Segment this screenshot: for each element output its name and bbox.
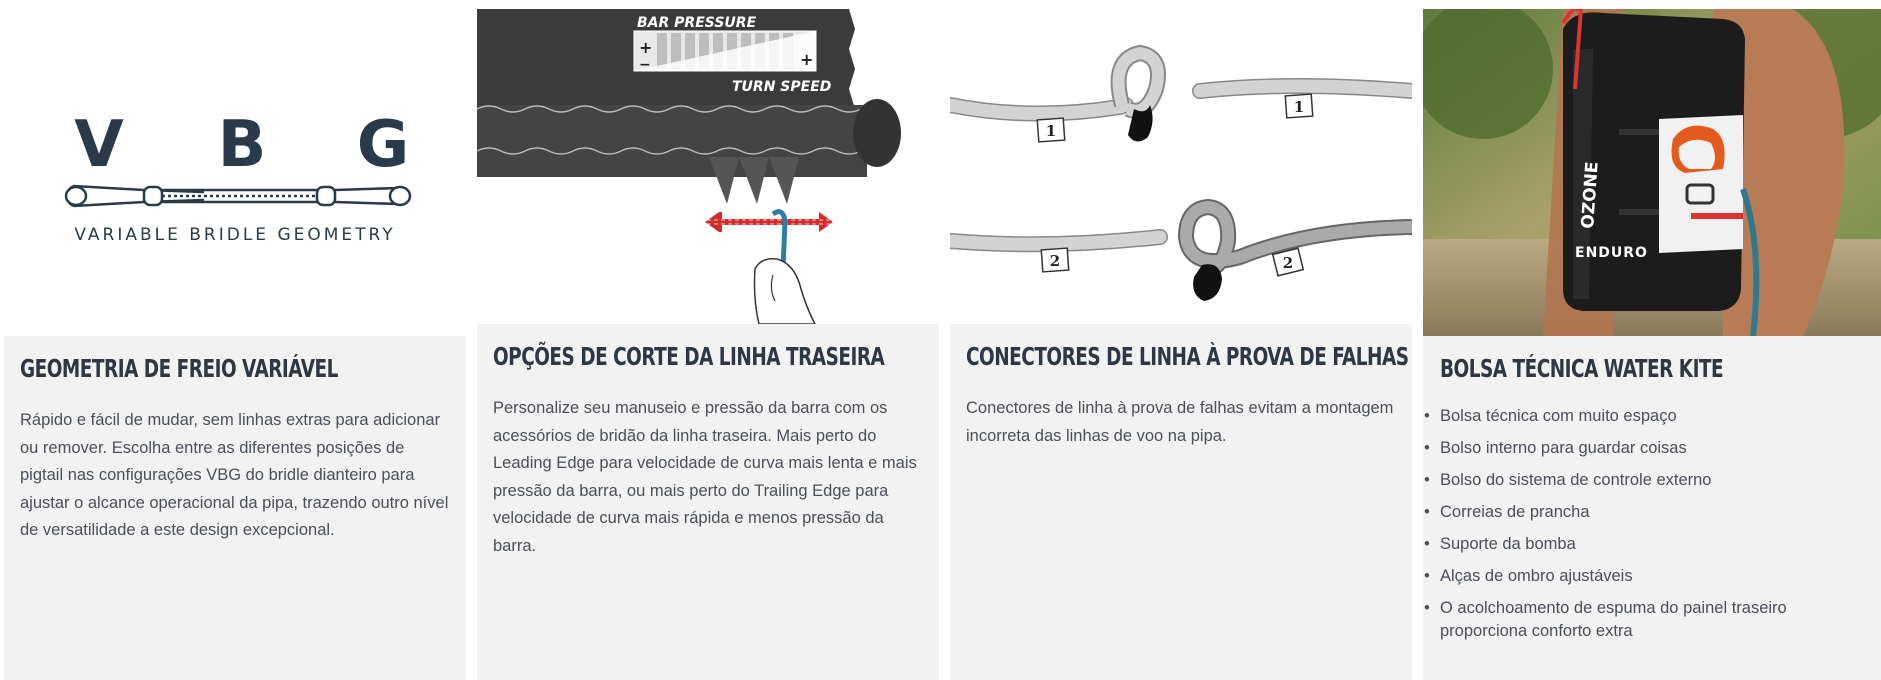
bridle-line-icon (66, 186, 410, 206)
bar-pressure-label: BAR PRESSURE (637, 15, 757, 31)
bag-photo (1423, 9, 1881, 336)
rear-trim-graphic (477, 9, 939, 324)
ozone-brand-label: OZONE (1578, 161, 1603, 230)
vbg-tagline: Variable Bridle Geometry (74, 225, 396, 245)
vbg-letter-v: V (74, 108, 124, 182)
vbg-logo (4, 0, 466, 336)
enduro-model-label: ENDURO (1575, 245, 1648, 261)
feature-card (1423, 336, 1881, 680)
line-end-icon (950, 237, 1160, 244)
feature-title: BOLSA TÉCNICA WATER KITE (1440, 354, 1724, 383)
feature-list (1440, 405, 1869, 643)
list-item: • Bolsa técnica com muito espaço (1440, 405, 1869, 428)
feature-card (477, 324, 939, 680)
vbg-letter-b: B (217, 108, 267, 182)
minus-icon: − (639, 57, 651, 73)
feature-title: CONECTORES DE LINHA À PROVA DE FALHAS (966, 342, 1409, 371)
list-item: • Correias de prancha (1440, 501, 1869, 524)
tag-2-label: 2 (1049, 252, 1061, 270)
list-item: • Alças de ombro ajustáveis (1440, 565, 1869, 588)
feature-description: Conectores de linha à prova de falhas evitam a montagem incorreta das linhas de voo na pipa. (966, 399, 1394, 445)
plus-icon: + (800, 50, 814, 69)
feature-description: Personalize seu manuseio e pressão da barra com os acessórios de bridão da linha traseira. Mais perto do Leading Edge para velocidade de curva mais lenta e mais pressão da barra, ou mais perto do Trailing Edge para velocidade de curva mais rápida e menos pressão da barra. (493, 399, 917, 555)
pigtail-icon (709, 157, 799, 204)
feature-title: GEOMETRIA DE FREIO VARIÁVEL (20, 354, 338, 383)
adjust-arrows-icon (705, 212, 833, 232)
plus-icon: + (639, 38, 653, 57)
list-item: • Bolso interno para guardar coisas (1440, 437, 1869, 460)
tag-2-label: 2 (1282, 254, 1294, 272)
hand-icon (755, 259, 816, 324)
list-item: • Suporte da bomba (1440, 533, 1869, 556)
rear-trim-diagram (477, 9, 939, 324)
bag-photo-graphic (1423, 9, 1881, 336)
tag-1-label: 1 (1045, 122, 1057, 140)
vbg-logo-graphic (4, 0, 466, 336)
connectors-graphic (950, 9, 1412, 324)
feature-card (950, 324, 1412, 680)
list-item: • O acolchoamento de espuma do painel traseiro proporciona conforto extra (1440, 597, 1869, 643)
tag-1-label: 1 (1293, 98, 1305, 116)
vbg-letter-g: G (356, 108, 410, 182)
list-item: • Bolso do sistema de controle externo (1440, 469, 1869, 492)
feature-card (4, 336, 466, 680)
line-end-icon (1200, 86, 1412, 91)
connectors-diagram (950, 9, 1412, 324)
feature-title: OPÇÕES DE CORTE DA LINHA TRASEIRA (493, 342, 885, 371)
turn-speed-label: TURN SPEED (732, 79, 832, 95)
feature-description: Rápido e fácil de mudar, sem linhas extras para adicionar ou remover. Escolha entre as diferentes posições de pigtail nas configurações VBG do bridle dianteiro para ajustar o alcance operacional da pipa, trazendo outro nível de versatilidade a este design excepcional. (20, 411, 449, 539)
